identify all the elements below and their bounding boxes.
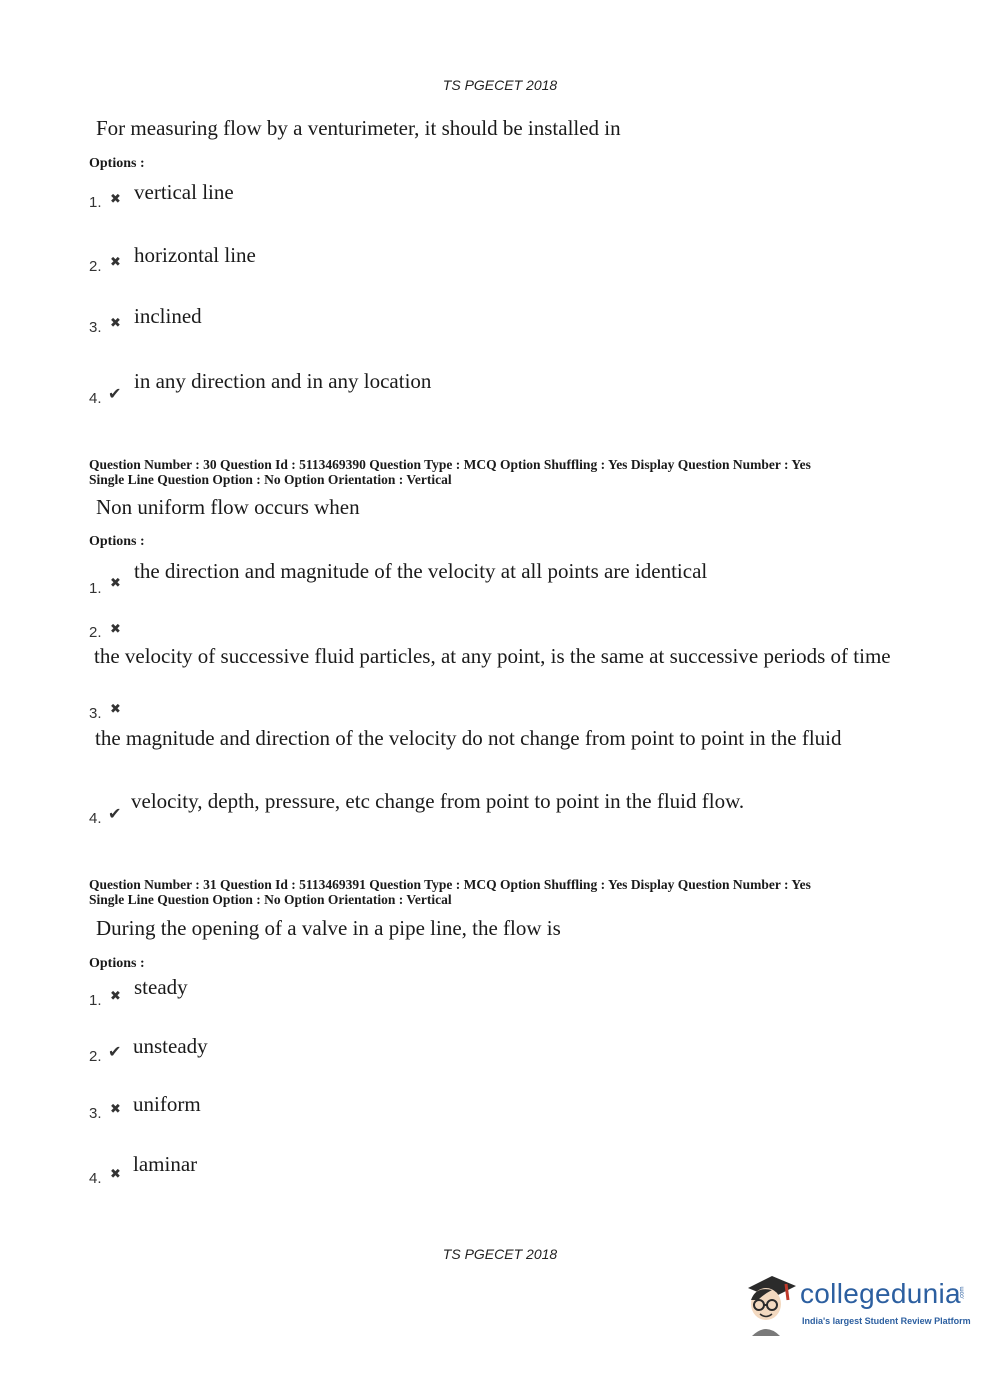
option-number: 4. [89,1170,102,1187]
check-icon: ✔ [108,384,122,403]
option-text: uniform [133,1092,201,1116]
option-text: the velocity of successive fluid particles, at any point, is the same at successive periods of time [94,644,891,668]
option-text: horizontal line [134,243,256,267]
option-text: laminar [133,1152,198,1176]
question-meta-line: Question Number : 30 Question Id : 5113469390 Question Type : MCQ Option Shuffling : Yes Display Question Number : Yes [89,457,811,472]
question-meta-line: Question Number : 31 Question Id : 5113469391 Question Type : MCQ Option Shuffling : Yes Display Question Number : Yes [89,877,811,892]
option-number: 3. [89,705,102,722]
options-label: Options : [89,156,145,171]
cross-icon: ✖ [110,255,121,270]
option-text: steady [134,975,188,999]
collegedunia-logo [742,1270,972,1340]
option-number: 1. [89,194,102,211]
cross-icon: ✖ [110,622,121,637]
cross-icon: ✖ [110,1102,121,1117]
option-text: the direction and magnitude of the velocity at all points are identical [134,559,708,583]
options-label: Options : [89,956,145,971]
question-text: For measuring flow by a venturimeter, it should be installed in [96,116,621,140]
option-text: inclined [134,304,202,328]
page-header: TS PGECET 2018 [442,77,558,93]
question-meta-line: Single Line Question Option : No Option Orientation : Vertical [89,472,452,487]
cross-icon: ✖ [110,702,121,717]
question-meta [89,877,811,907]
check-icon: ✔ [108,1042,122,1061]
option-number: 4. [89,810,102,827]
cross-icon: ✖ [110,192,121,207]
option-number: 1. [89,992,102,1009]
question-meta [89,457,811,487]
cross-icon: ✖ [110,316,121,331]
option-number: 2. [89,1048,102,1065]
option-number: 2. [89,258,102,275]
cross-icon: ✖ [110,576,121,591]
options-label: Options : [89,534,145,549]
option-text: in any direction and in any location [134,369,432,393]
cross-icon: ✖ [110,1167,121,1182]
option-text: vertical line [134,180,234,204]
option-text: the magnitude and direction of the velocity do not change from point to point in the fluid [95,726,842,750]
cross-icon: ✖ [110,989,121,1004]
logo-suffix: .com [959,1286,966,1300]
option-number: 3. [89,1105,102,1122]
question-meta-line: Single Line Question Option : No Option Orientation : Vertical [89,892,452,907]
question-text: Non uniform flow occurs when [96,495,360,519]
logo-tagline: India's largest Student Review Platform [802,1316,971,1326]
question-text: During the opening of a valve in a pipe line, the flow is [96,916,561,940]
option-text: velocity, depth, pressure, etc change from point to point in the fluid flow. [131,789,745,813]
page-footer: TS PGECET 2018 [442,1246,558,1262]
option-number: 2. [89,624,102,641]
logo-wordmark: collegedunia [800,1278,961,1309]
check-icon: ✔ [108,804,122,823]
option-number: 3. [89,319,102,336]
mascot-icon [742,1270,800,1340]
option-number: 4. [89,390,102,407]
option-text: unsteady [133,1034,208,1058]
option-number: 1. [89,580,102,597]
